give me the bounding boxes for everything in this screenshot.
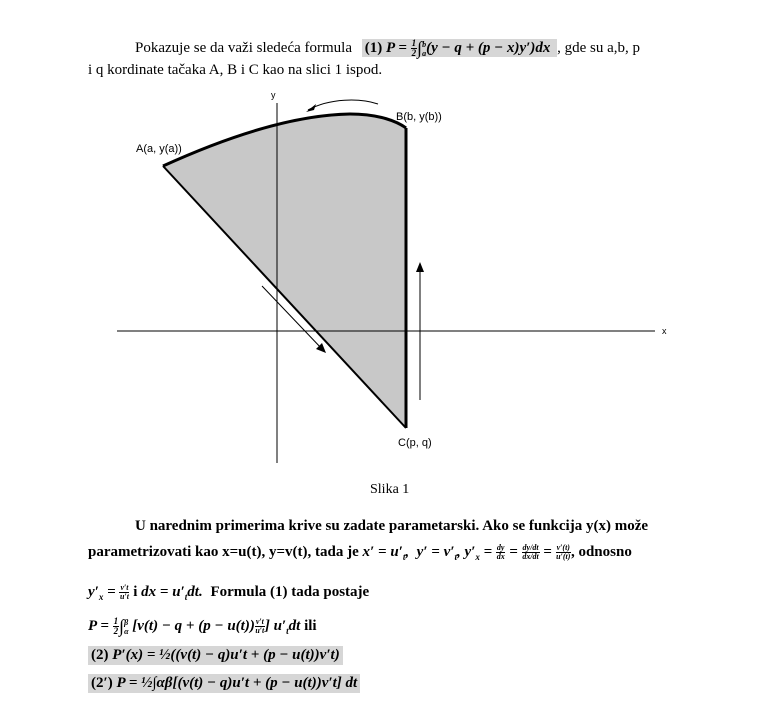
shaded-area	[163, 114, 406, 428]
body-para-2: parametrizovati kao x=u(t), y=v(t), tada je $x' = u'_t$, $y' = v'_t$, $y'_x$ = $\frac{dy}{dx}$ = $\frac{dy/dt}{dx/dt}$ = $\frac{v'(t)}{u'(t)}$ , odnosno	[88, 543, 632, 562]
x-axis-label: x	[662, 326, 667, 336]
formula-2-prime-label: (2′)	[91, 675, 113, 691]
arrow-top	[308, 100, 378, 110]
point-c-label: C(p, q)	[398, 437, 432, 449]
point-a-label: A(a, y(a))	[136, 143, 182, 155]
formula-2	[88, 646, 343, 665]
formula-2-body: P′(x) = ½((v(t) − q)u′t + (p − u(t))v′t)	[112, 647, 340, 663]
arrow-right-head	[416, 262, 424, 272]
body-para-2-end: , odnosno	[570, 544, 632, 560]
formula-2-label: (2)	[91, 647, 109, 663]
y-axis-label: y	[271, 90, 276, 100]
body-para-2-start: parametrizovati kao x=u(t), y=v(t), tada je	[88, 544, 359, 560]
formula-1-body: (y − q + (p − x)y′)dx	[426, 39, 551, 56]
formula-2-prime-body: P = ½∫αβ[(v(t) − q)u′t + (p − u(t))v′t] dt	[116, 675, 358, 691]
intro-text-after: , gde su a,b, p	[557, 39, 640, 56]
intro-text-before: Pokazuje se da važi sledeća formula	[135, 39, 352, 56]
formula-2-prime	[88, 674, 360, 693]
body-para-3-end: Formula (1) tada postaje	[210, 584, 370, 600]
body-para-3: $y'_x$ = $\frac{v't}{u't}$ i dx = $u'_tdt$. Formula (1) tada postaje	[88, 583, 370, 602]
figure-caption: Slika 1	[370, 482, 410, 497]
arrow-top-head	[306, 104, 316, 112]
formula-p-end: ili	[304, 617, 317, 634]
intro-line-2: i q kordinate tačaka A, B i C kao na slici 1 ispod.	[88, 62, 383, 78]
formula-1-label: (1)	[364, 39, 383, 56]
formula-p-line: P = $\frac{1}{2}$ ∫ β α [v(t) − q + (p − u(t)) $\frac{v't}{u't}$ ] $u'_tdt$ ili	[88, 616, 317, 636]
body-para-1: U narednim primerima krive su zadate parametarski. Ako se funkcija y(x) može	[135, 518, 649, 534]
point-b-label: B(b, y(b))	[396, 111, 442, 123]
formula-1-highlight: (1) P = $\frac{1}{2}$ ∫ b a (y − q + (p − x)y′)dx	[362, 39, 557, 57]
body-para-3-mid: i	[133, 584, 138, 600]
